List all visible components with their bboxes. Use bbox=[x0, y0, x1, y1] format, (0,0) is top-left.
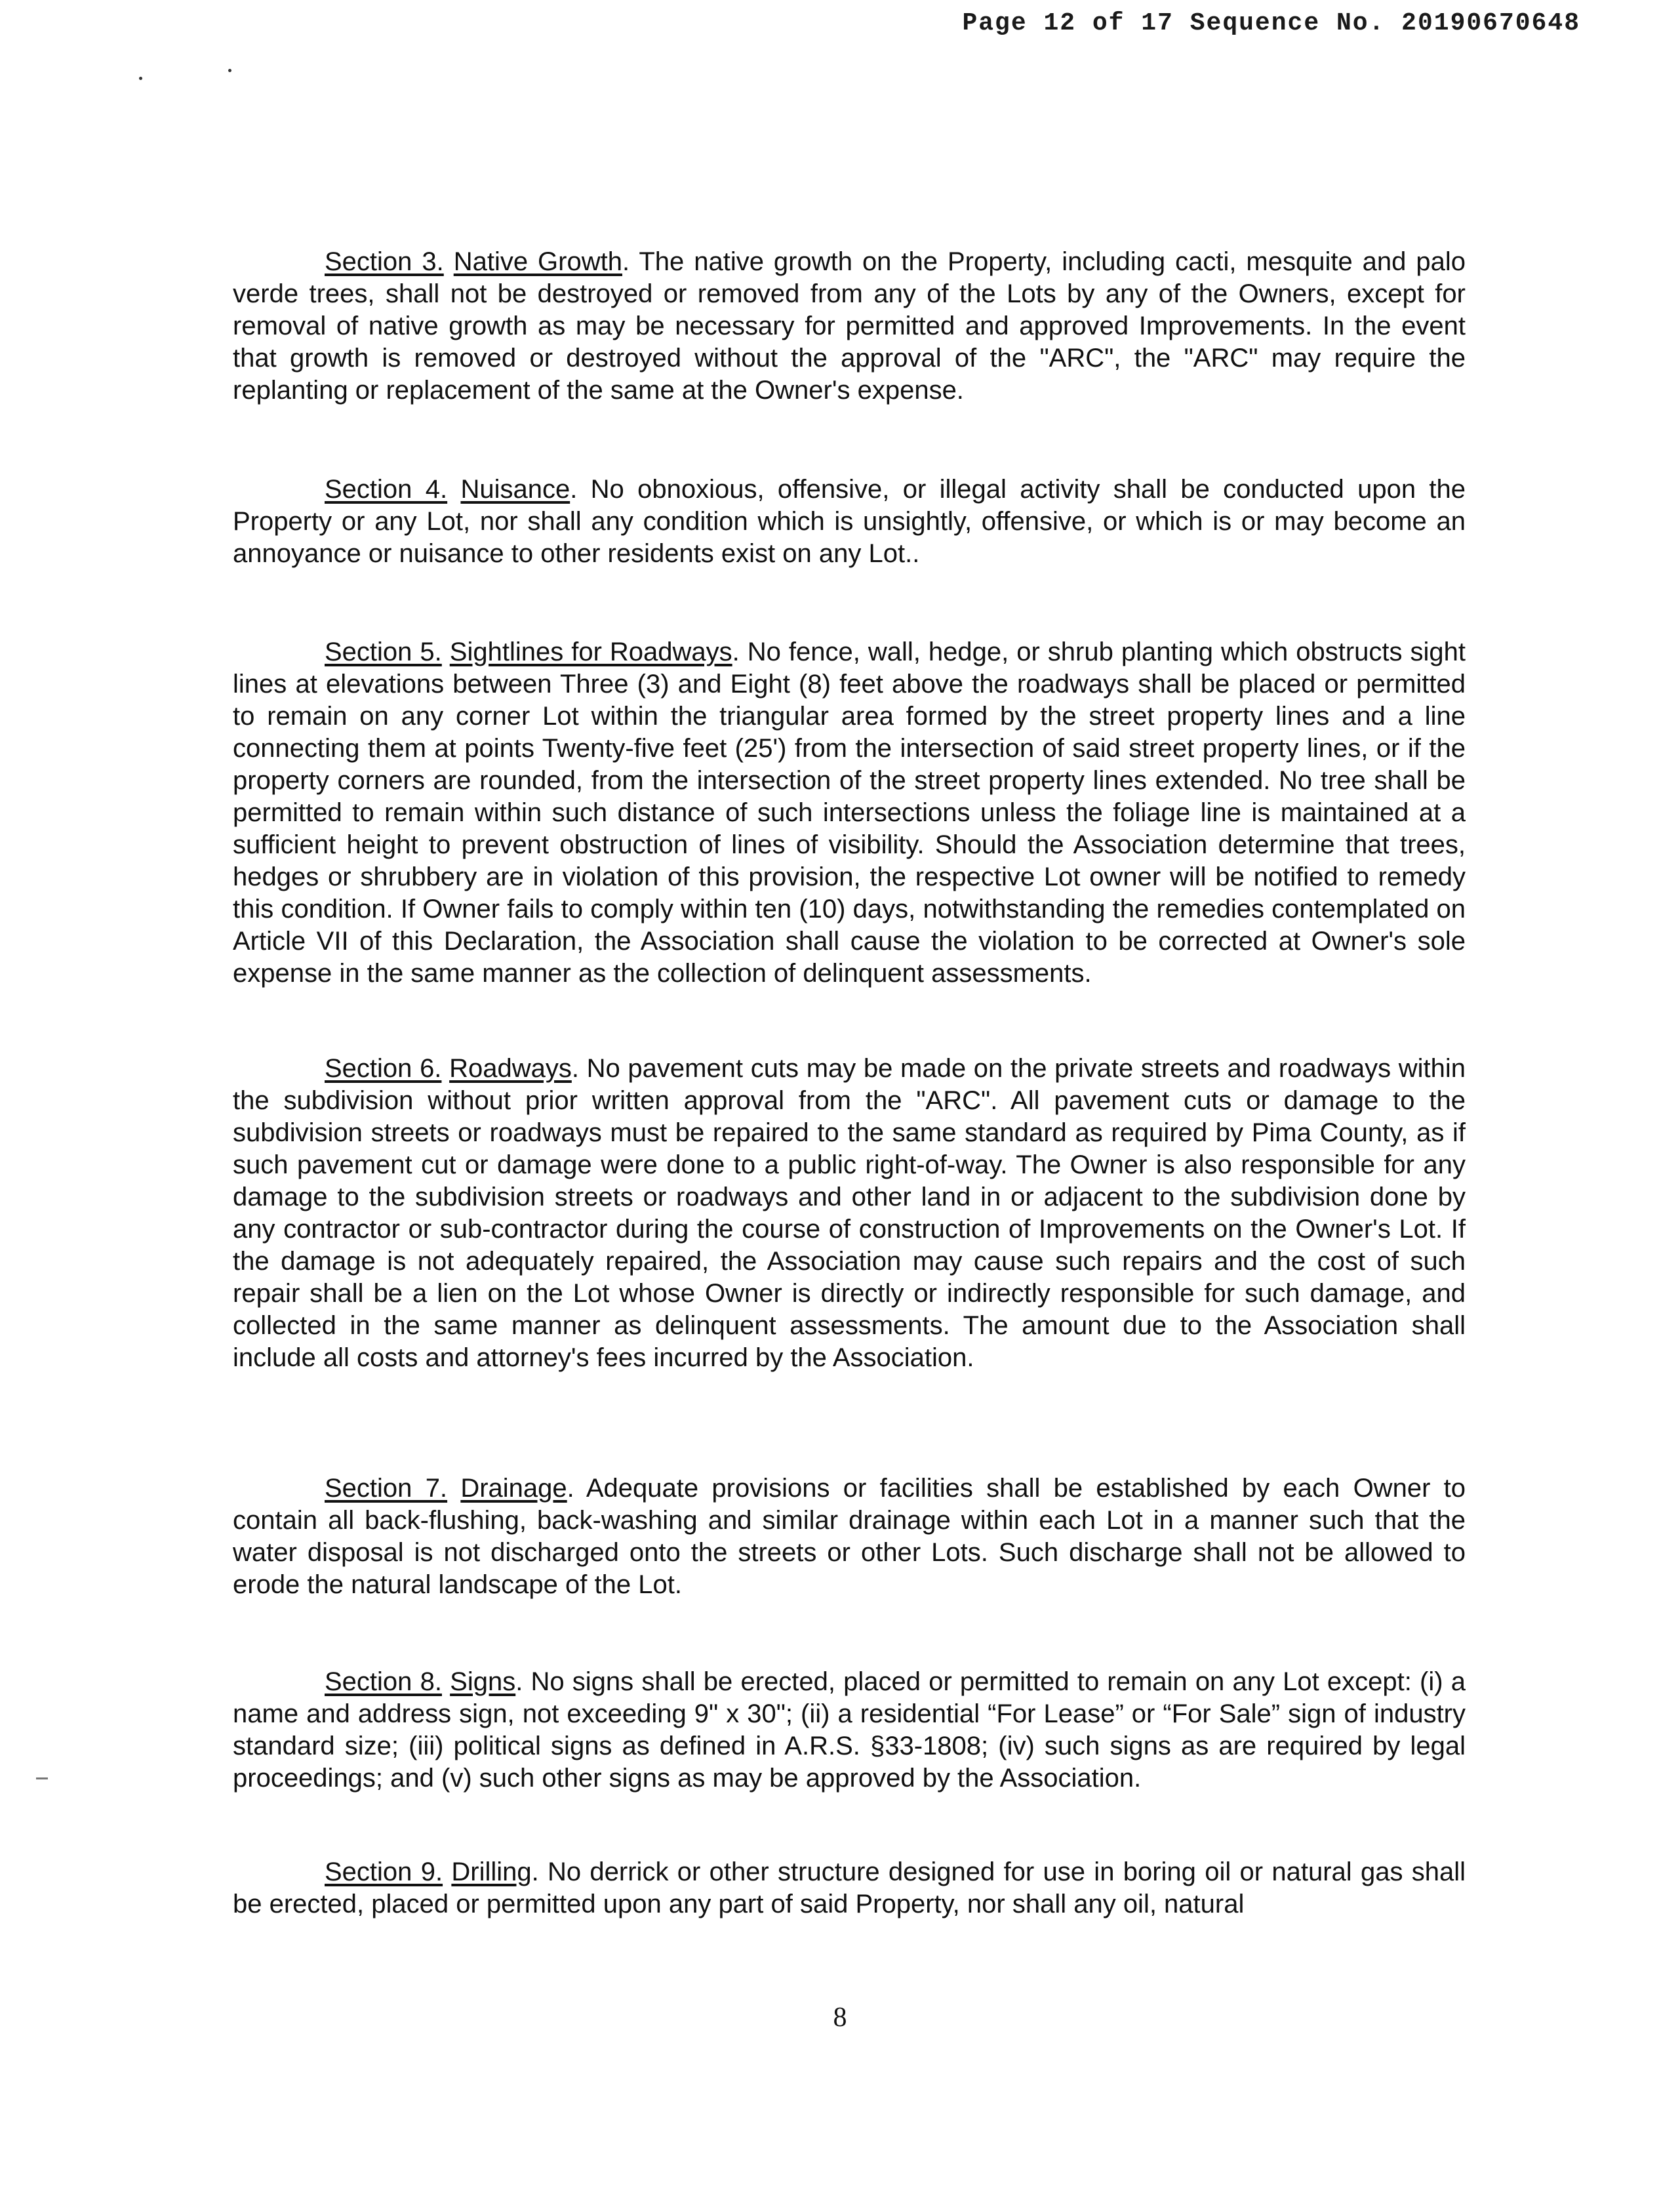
document-header: Page 12 of 17 Sequence No. 20190670648 bbox=[962, 9, 1580, 37]
section-title: Sightlines for Roadways bbox=[449, 638, 732, 666]
section-title: Drilling bbox=[451, 1857, 532, 1886]
section-paragraph bbox=[233, 1856, 1466, 1920]
section-title: Nuisance bbox=[460, 475, 570, 504]
section-4-nuisance bbox=[233, 474, 1466, 570]
section-paragraph bbox=[233, 474, 1466, 570]
section-number: Section 6. bbox=[325, 1054, 442, 1083]
scan-speck bbox=[228, 69, 231, 72]
section-number: Section 7. bbox=[325, 1474, 448, 1503]
section-9-drilling bbox=[233, 1856, 1466, 1920]
section-body: . The native growth on the Property, including cacti, mesquite and palo verde trees, shall not be destroyed or removed from any of the Lots by any of the Owners, except for removal of native growth as may be necessary for permitted and approved Improvements. In the event that growth is removed or destroyed without the approval of the "ARC", the "ARC" may require the replanting or replacement of the same at the Owner's expense. bbox=[233, 247, 1466, 405]
section-title: Signs bbox=[450, 1667, 516, 1696]
section-number: Section 8. bbox=[325, 1667, 442, 1696]
section-body: . No derrick or other structure designed for use in boring oil or natural gas shall be erected, placed or permitted upon any part of said Property, nor shall any oil, natural bbox=[233, 1857, 1466, 1918]
section-body: . No fence, wall, hedge, or shrub planting which obstructs sight lines at elevations between Three (3) and Eight (8) feet above the roadways shall be placed or permitted to remain on any corner Lot within the triangular area formed by the street property lines and a line connecting them at points Twenty-five feet (25') from the intersection of said street property lines, or if the property corners are rounded, from the intersection of the street property lines extended. No tree shall be permitted to remain within such distance of such intersections unless the foliage line is maintained at a sufficient height to prevent obstruction of lines of visibility. Should the Association determine that trees, hedges or shrubbery are in violation of this provision, the respective Lot owner will be notified to remedy this condition. If Owner fails to comply within ten (10) days, notwithstanding the remedies contemplated on Article VII of this Declaration, the Association shall cause the violation to be corrected at Owner's sole expense in the same manner as the collection of delinquent assessments. bbox=[233, 638, 1466, 988]
section-paragraph bbox=[233, 246, 1466, 407]
section-number: Section 4. bbox=[325, 475, 448, 504]
section-number: Section 9. bbox=[325, 1857, 443, 1886]
section-number: Section 5. bbox=[325, 638, 442, 666]
section-7-drainage bbox=[233, 1472, 1466, 1601]
section-title: Drainage bbox=[460, 1474, 567, 1503]
section-paragraph bbox=[233, 636, 1466, 990]
section-title: Roadways bbox=[449, 1054, 572, 1083]
section-body: . No pavement cuts may be made on the private streets and roadways within the subdivision without prior written approval from the "ARC". All pavement cuts or damage to the subdivision streets or roadways must be repaired to the same standard as required by Pima County, as if such pavement cut or damage were done to a public right-of-way. The Owner is also responsible for any damage to the subdivision streets or roadways and other land in or adjacent to the subdivision done by any contractor or sub-contractor during the course of construction of Improvements on the Owner's Lot. If the damage is not adequately repaired, the Association may cause such repairs and the cost of such repair shall be a lien on the Lot whose Owner is directly or indirectly responsible for such damage, and collected in the same manner as delinquent assessments. The amount due to the Association shall include all costs and attorney's fees incurred by the Association. bbox=[233, 1054, 1466, 1372]
section-3-native-growth bbox=[233, 246, 1466, 407]
scan-speck bbox=[139, 77, 142, 80]
section-body: . Adequate provisions or facilities shall be established by each Owner to contain all back-flushing, back-washing and similar drainage within each Lot in a manner such that the water disposal is not discharged onto the streets or other Lots. Such discharge shall not be allowed to erode the natural landscape of the Lot. bbox=[233, 1474, 1466, 1599]
scan-edge-mark bbox=[36, 1777, 48, 1779]
page-number: 8 bbox=[833, 2002, 847, 2033]
section-8-signs bbox=[233, 1666, 1466, 1795]
section-number: Section 3. bbox=[325, 247, 444, 276]
section-paragraph bbox=[233, 1472, 1466, 1601]
section-body: . No signs shall be erected, placed or permitted to remain on any Lot except: (i) a name and address sign, not exceeding 9" x 30"; (ii) a residential “For Lease” or “For Sale” sign of industry standard size; (iii) political signs as defined in A.R.S. §33-1808; (iv) such signs as are required by legal proceedings; and (v) such other signs as may be approved by the Association. bbox=[233, 1667, 1466, 1793]
section-body: . No obnoxious, offensive, or illegal activity shall be conducted upon the Property or any Lot, nor shall any condition which is unsightly, offensive, or which is or may become an annoyance or nuisance to other residents exist on any Lot.. bbox=[233, 475, 1466, 568]
section-5-sightlines bbox=[233, 636, 1466, 990]
section-title: Native Growth bbox=[453, 247, 622, 276]
section-paragraph bbox=[233, 1666, 1466, 1795]
section-paragraph bbox=[233, 1053, 1466, 1374]
section-6-roadways bbox=[233, 1053, 1466, 1374]
